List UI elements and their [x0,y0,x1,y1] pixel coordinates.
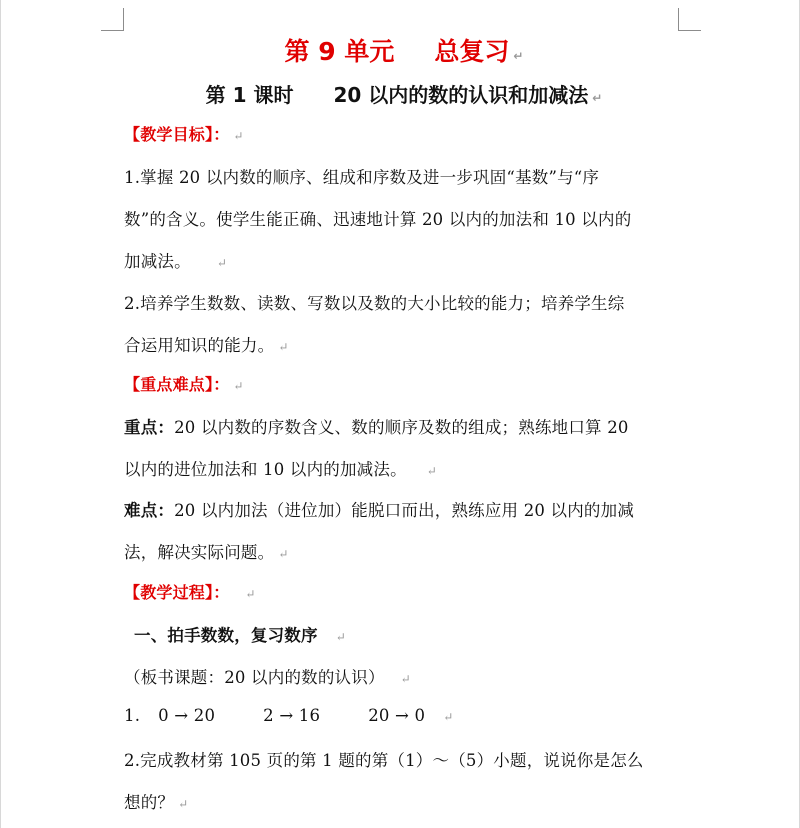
keypoints-heading-line [124,372,684,395]
section-1-heading: 一、拍手数数，复习数序 [134,626,318,645]
item-1-line [124,706,684,725]
objective-1-line-3: 加减法。 [124,252,191,271]
objective-2-line-2: 合运用知识的能力。 [124,336,275,355]
unit-name: 总复习 [434,37,510,66]
lesson-topic: 20 以内的数的认识和加减法 [333,83,589,107]
key-point-text-2: 以内的进位加法和 10 以内的加减法。 [124,460,407,479]
process-heading-line [124,580,684,603]
key-point-line-1 [124,414,684,438]
difficulty-label: 难点： [124,501,175,520]
objective-2-line-1: 2.培养学生数数、读数、写数以及数的大小比较的能力；培养学生综 [124,294,625,313]
objective-1-line-2: 数”的含义。使学生能正确、迅速地计算 20 以内的加法和 10 以内的 [124,210,632,229]
objective-1-line-1: 1.掌握 20 以内数的顺序、组成和序数及进一步巩固“基数”与“序 [124,168,600,187]
paragraph-mark-icon: ↵ [178,797,189,811]
sequence-1: 0 → 20 [158,706,216,725]
sequence-3: 20 → 0 [368,706,426,725]
paragraph-mark-icon: ↵ [426,464,438,478]
section-1-line [134,622,694,646]
objectives-heading: 【教学目标】： [124,125,230,144]
item-1-number: 1. [124,706,141,725]
objectives-heading-line [124,122,684,145]
difficulty-text-2: 法，解决实际问题。 [124,543,275,562]
paragraph-mark-icon: ↵ [400,672,411,686]
board-topic-line [124,664,684,688]
item-2-line-2: 想的？ [124,793,175,812]
difficulty-line-2 [124,539,684,563]
unit-number: 第 9 单元 [284,37,395,66]
paragraph-mark-icon: ↵ [216,256,228,270]
board-topic: （板书课题：20 以内的数的认识） [124,668,385,687]
top-right-margin-mark [678,8,701,31]
difficulty-line-1 [124,497,684,521]
key-point-label: 重点： [124,418,175,437]
keypoints-heading: 【重点难点】： [124,375,230,394]
paragraph-mark-icon: ↵ [233,379,244,393]
objective-2-line-2-wrap [124,332,684,356]
paragraph-mark-icon: ↵ [233,129,244,143]
lesson-number: 第 1 课时 [205,83,294,107]
item-2-line-1: 2.完成教材第 105 页的第 1 题的第（1）～（5）小题，说说你是怎么 [124,751,644,770]
lesson-title [124,79,684,108]
paragraph-mark-icon: ↵ [245,587,256,601]
paragraph-mark-icon: ↵ [278,547,289,561]
difficulty-text-1: 20 以内加法（进位加）能脱口而出，熟练应用 20 以内的加减 [174,501,635,520]
paragraph-mark-icon: ↵ [592,91,603,105]
paragraph-mark-icon: ↵ [335,630,346,644]
sequence-2: 2 → 16 [263,706,321,725]
objective-1-line-3-wrap [124,248,684,272]
paragraph-mark-icon: ↵ [278,340,289,354]
top-left-margin-mark [101,8,124,31]
key-point-line-2 [124,456,684,480]
key-point-text-1: 20 以内数的序数含义、数的顺序及数的组成；熟练地口算 20 [174,418,629,437]
item-2-line-2-wrap [124,789,684,813]
paragraph-mark-icon: ↵ [443,710,454,724]
unit-title [124,32,684,68]
process-heading: 【教学过程】： [124,583,230,602]
paragraph-mark-icon: ↵ [513,49,524,63]
